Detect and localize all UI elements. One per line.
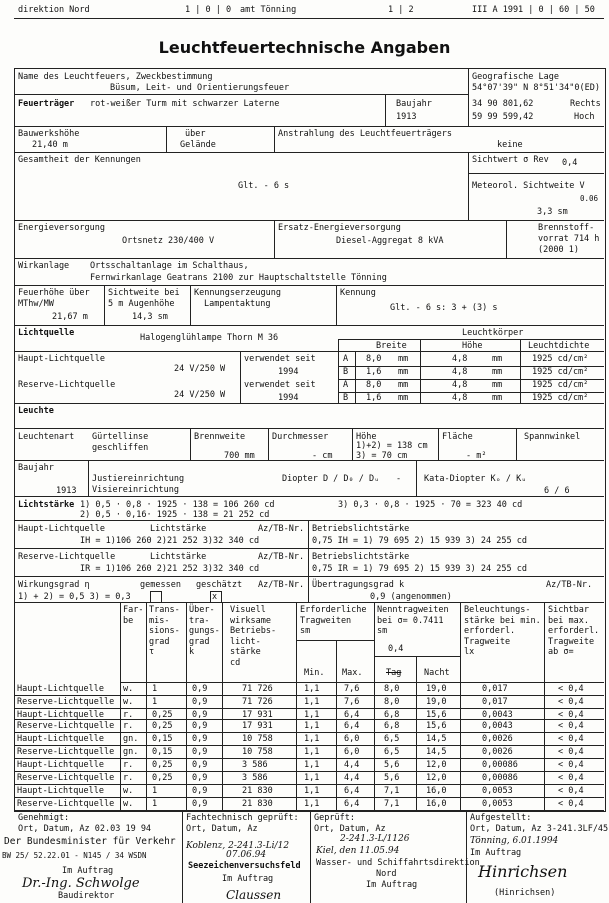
brennweite-label: Brennweite [194, 432, 246, 442]
fach-line: Ort, Datum, Az [186, 824, 258, 834]
diopter-label: Diopter D / D₀ / Dᵤ [282, 474, 380, 484]
lq-hoehe: 4,8 [452, 354, 468, 364]
table-cell-ab: < 0,4 [558, 760, 584, 770]
table-cell-min: 1,1 [304, 799, 320, 809]
lq-breite: 1,6 [366, 367, 382, 377]
table-cell-min: 1,1 [304, 786, 320, 796]
wirkungsgrad-value: 1) + 2) = 0,5 3) = 0,3 [18, 592, 131, 602]
kata-value: 6 / 6 [544, 486, 570, 496]
table-cell-min: 1,1 [304, 697, 320, 707]
table-cell-ab: < 0,4 [558, 799, 584, 809]
bauwerk-label: Bauwerkshöhe [18, 129, 80, 139]
col-header-nenn-val: 0,4 [388, 644, 404, 654]
geo-hoch-value: 59 99 599,42 [472, 112, 534, 122]
header-left: direktion Nord [18, 5, 90, 15]
ueber-label: über [185, 129, 206, 139]
gepr-line: Ort, Datum, Az [314, 824, 386, 834]
table-cell-t: 1 [152, 684, 158, 694]
table-cell-t: 1 [152, 799, 158, 809]
col-header-tag: Tag [386, 668, 402, 678]
table-cell-lx: 0,0026 [482, 734, 513, 744]
geschaetzt-mark: x [212, 592, 218, 602]
table-cell-k: 0,9 [192, 786, 208, 796]
lichtstaerke-label: Lichtstärke [18, 500, 75, 510]
aufg-place: Tönning, 6.01.1994 [470, 836, 559, 846]
feuerhoehe-label2: MThw/MW [18, 299, 54, 309]
col-header-bel: Beleuchtungs- stärke bei min. erforderl. Tragweite lx [464, 605, 541, 657]
anstrahlung-value: keine [497, 140, 523, 150]
leuchtenart-value2: geschliffen [92, 443, 149, 453]
table-cell-lx: 0,017 [482, 684, 508, 694]
lq-hoehe-unit: mm [492, 393, 503, 403]
table-cell-ab: < 0,4 [558, 773, 584, 783]
gepr-office2: Nord [376, 869, 397, 879]
lq-ab: B [343, 393, 349, 403]
table-cell-nacht: 16,0 [426, 786, 447, 796]
lq-ab: A [343, 354, 349, 364]
table-cell-t: 0,25 [152, 773, 173, 783]
geo-value: 54°07'39" N 8°51'34"0(ED) [472, 83, 600, 93]
leuchte-baujahr-label: Baujahr [18, 463, 54, 473]
brenn-value1: vorrat 714 h [538, 234, 600, 244]
kennung-label: Kennung [340, 288, 376, 298]
genehmigt-signature: Dr.-Ing. Schwolge [22, 876, 140, 891]
hoehe-v1: 1)+2) = 138 cm [356, 441, 428, 451]
betrieb-label-1: Betriebslichtstärke [312, 524, 410, 534]
table-cell-cd: 21 830 [242, 786, 273, 796]
col-hoehe: Höhe [462, 341, 483, 351]
table-cell-f: r. [123, 760, 134, 770]
genehmigt-line: Ort, Datum, Az 02.03 19 94 [18, 824, 152, 834]
table-cell-f: w. [123, 799, 134, 809]
table-cell-t: 1 [152, 786, 158, 796]
gepr-auftrag: Im Auftrag [366, 880, 418, 890]
lq-breite-unit: mm [398, 393, 409, 403]
col-header-nacht: Nacht [424, 668, 450, 678]
lq-hoehe: 4,8 [452, 380, 468, 390]
reserve-lichtquelle-label: Reserve-Lichtquelle [18, 380, 116, 390]
lq-breite: 8,0 [366, 380, 382, 390]
lq-ab: A [343, 380, 349, 390]
wirkanlage-line1: Ortsschaltanlage im Schalthaus, [90, 261, 249, 271]
table-row-label: Haupt-Lichtquelle [17, 786, 104, 796]
ls-reserve-az: Az/TB-Nr. [258, 552, 305, 562]
table-row-label: Haupt-Lichtquelle [17, 760, 104, 770]
feuerhoehe-value: 21,67 m [52, 312, 88, 322]
header-code1: 1 | 0 | 0 [185, 5, 232, 15]
table-cell-t: 0,25 [152, 721, 173, 731]
col-header-uebertr: Über- tra- gungs- grad k [189, 605, 220, 657]
traeger-value: rot-weißer Turm mit schwarzer Laterne [90, 99, 280, 109]
table-cell-t: 1 [152, 697, 158, 707]
lq-hoehe-unit: mm [492, 367, 503, 377]
table-row-label: Reserve-Lichtquelle [17, 773, 115, 783]
table-row-label: Haupt-Lichtquelle [17, 710, 104, 720]
lichtstaerke-f3: 3) 0,3 · 0,8 · 1925 · 70 = 323 40 cd [338, 500, 523, 510]
col-dichte: Leuchtdichte [528, 341, 590, 351]
leuchte-label: Leuchte [18, 406, 54, 416]
kennung-value: Glt. - 6 s: 3 + (3) s [390, 303, 498, 313]
sichtwert-value: 0,4 [562, 158, 578, 168]
table-cell-max: 7,6 [344, 697, 360, 707]
table-cell-tag: 7,1 [384, 786, 400, 796]
ls-haupt-ls: Lichtstärke [150, 524, 207, 534]
col-header-sicht: Sichtbar bei max. erforderl. Tragweite ab σ= [548, 605, 600, 657]
table-cell-min: 1,1 [304, 773, 320, 783]
name-value: Büsum, Leit- und Orientierungsfeuer [110, 83, 290, 93]
fach-label: Fachtechnisch geprüft: [186, 813, 299, 823]
lq-hoehe-unit: mm [492, 354, 503, 364]
table-cell-tag: 7,1 [384, 799, 400, 809]
table-row-label: Reserve-Lichtquelle [17, 721, 115, 731]
aufg-name: (Hinrichsen) [494, 888, 556, 898]
table-cell-ab: < 0,4 [558, 710, 584, 720]
lq-dichte: 1925 cd/cm² [532, 367, 589, 377]
table-cell-lx: 0,00086 [482, 760, 518, 770]
ls-haupt-value: IH = 1)106 260 2)21 252 3)32 340 cd [80, 536, 260, 546]
bauwerk-value: 21,40 m [32, 140, 68, 150]
table-row-label: Reserve-Lichtquelle [17, 697, 115, 707]
table-cell-max: 6,0 [344, 734, 360, 744]
lq-hoehe: 4,8 [452, 393, 468, 403]
lq-dichte: 1925 cd/cm² [532, 354, 589, 364]
col-header-trans: Trans- mis- sions- grad τ [149, 605, 180, 657]
table-cell-tag: 8,0 [384, 684, 400, 694]
table-row-label: Haupt-Lichtquelle [17, 734, 104, 744]
col-header-min: Min. [304, 668, 325, 678]
gepr-place: Kiel, den 11.05.94 [316, 846, 400, 856]
table-cell-k: 0,9 [192, 747, 208, 757]
leuchtkoerper-label: Leuchtkörper [462, 328, 524, 338]
fach-signature: Claussen [226, 888, 282, 902]
table-cell-lx: 0,0043 [482, 710, 513, 720]
col-breite: Breite [376, 341, 407, 351]
table-cell-max: 6,4 [344, 710, 360, 720]
meteo-small: 0.06 [580, 194, 599, 203]
table-cell-ab: < 0,4 [558, 734, 584, 744]
genehmigt-auftrag: Im Auftrag [62, 866, 114, 876]
table-cell-nacht: 16,0 [426, 799, 447, 809]
table-cell-nacht: 12,0 [426, 760, 447, 770]
ersatz-label: Ersatz-Energieversorgung [278, 223, 401, 233]
baudirektor-label: Baudirektor [58, 891, 115, 901]
table-cell-f: w. [123, 697, 134, 707]
geo-rechts-value: 34 90 801,62 [472, 99, 534, 109]
energie-value: Ortsnetz 230/400 V [122, 236, 215, 246]
geschaetzt-label: geschätzt [196, 580, 243, 590]
lq-breite-unit: mm [398, 380, 409, 390]
table-cell-cd: 10 758 [242, 734, 273, 744]
table-cell-tag: 6,8 [384, 710, 400, 720]
col-header-farbe: Far- be [123, 605, 144, 626]
header-code2: 1 | 2 [388, 5, 414, 15]
table-cell-t: 0,15 [152, 747, 173, 757]
durchmesser-label: Durchmesser [272, 432, 329, 442]
meteo-label: Meteorol. Sichtweite V [472, 181, 585, 191]
aufg-line: Ort, Datum, Az 3-241.3LF/45 [470, 824, 609, 834]
betrieb-reserve: 0,75 IR = 1) 79 695 2) 15 939 3) 24 255 cd [312, 564, 527, 574]
hoehe-v2: 3) = 70 cm [356, 451, 408, 461]
aufg-signature: Hinrichsen [478, 862, 568, 881]
erz-value: Lampentaktung [204, 299, 271, 309]
fach-date: 07.06.94 [226, 850, 267, 860]
sichtwert-label: Sichtwert σ Rev [472, 155, 549, 165]
table-cell-nacht: 12,0 [426, 773, 447, 783]
ls-haupt-az: Az/TB-Nr. [258, 524, 305, 534]
table-cell-nacht: 14,5 [426, 747, 447, 757]
energie-label: Energieversorgung [18, 223, 105, 233]
justier-value: Visiereinrichtung [92, 485, 179, 495]
leuchte-baujahr-value: 1913 [56, 486, 77, 496]
table-cell-max: 7,6 [344, 684, 360, 694]
lichtquelle-label: Lichtquelle [18, 328, 75, 338]
table-cell-k: 0,9 [192, 734, 208, 744]
lichtstaerke-f2: 2) 0,5 · 0,16· 1925 · 138 = 21 252 cd [80, 510, 270, 520]
table-cell-max: 6,4 [344, 721, 360, 731]
lichtquelle-value: Halogenglühlampe Thorn M 36 [140, 333, 279, 343]
brenn-label: Brennstoff- [538, 223, 595, 233]
table-cell-f: w. [123, 786, 134, 796]
erz-label: Kennungserzeugung [194, 288, 281, 298]
table-cell-t: 0,15 [152, 734, 173, 744]
table-cell-lx: 0,0026 [482, 747, 513, 757]
brenn-value2: (2000 1) [538, 245, 579, 255]
fach-place: Koblenz, 2-241.3-Li/12 [186, 841, 290, 851]
table-cell-max: 6,4 [344, 786, 360, 796]
table-cell-cd: 10 758 [242, 747, 273, 757]
table-cell-cd: 71 726 [242, 697, 273, 707]
lichtstaerke-f1: 1) 0,5 · 0,8 · 1925 · 138 = 106 260 cd [80, 500, 275, 510]
table-cell-min: 1,1 [304, 747, 320, 757]
table-cell-min: 1,1 [304, 721, 320, 731]
table-cell-f: gn. [123, 747, 139, 757]
anstrahlung-label: Anstrahlung des Leuchtfeuerträgers [278, 129, 452, 139]
durchmesser-value: - cm [312, 451, 333, 461]
wirkanlage-label: Wirkanlage [18, 261, 70, 271]
col-header-nenn: Nenntragweiten bei σ= 0.7411 sm [377, 605, 449, 636]
reserve-lichtquelle-value: 24 V/250 W [174, 390, 226, 400]
table-cell-k: 0,9 [192, 773, 208, 783]
ersatz-value: Diesel-Aggregat 8 kVA [336, 236, 444, 246]
col-header-visuell: Visuell wirksame Betriebs- licht- stärke cd [230, 605, 277, 668]
ls-haupt-label: Haupt-Lichtquelle [18, 524, 105, 534]
diopter-value: - [396, 474, 402, 484]
table-cell-lx: 0,0043 [482, 721, 513, 731]
fach-auftrag: Im Auftrag [222, 874, 274, 884]
kennungen-value: Glt. - 6 s [238, 181, 290, 191]
table-cell-max: 6,0 [344, 747, 360, 757]
table-cell-lx: 0,0053 [482, 799, 513, 809]
table-cell-lx: 0,00086 [482, 773, 518, 783]
fach-office: Seezeichenversuchsfeld [188, 861, 301, 871]
name-label: Name des Leuchtfeuers, Zweckbestimmung [18, 72, 213, 82]
table-cell-f: r. [123, 773, 134, 783]
wirkungsgrad-label: Wirkungsgrad η [18, 580, 90, 590]
col-header-erf: Erforderliche Tragweiten sm [300, 605, 367, 636]
table-row-label: Reserve-Lichtquelle [17, 799, 115, 809]
table-cell-tag: 8,0 [384, 697, 400, 707]
table-cell-ab: < 0,4 [558, 697, 584, 707]
ls-reserve-label: Reserve-Lichtquelle [18, 552, 116, 562]
geo-label: Geografische Lage [472, 72, 559, 82]
wirkungsgrad-az: Az/TB-Nr. [258, 580, 305, 590]
table-row-label: Haupt-Lichtquelle [17, 684, 104, 694]
table-cell-lx: 0,017 [482, 697, 508, 707]
uebertragungsgrad-value: 0,9 (angenommen) [370, 592, 452, 602]
flaeche-label: Fläche [442, 432, 473, 442]
haupt-lichtquelle-value: 24 V/250 W [174, 364, 226, 374]
table-cell-tag: 6,5 [384, 747, 400, 757]
lq-seit: 1994 [278, 367, 299, 377]
wirkanlage-line2: Fernwirkanlage Geatrans 2100 zur Hauptschaltstelle Tönning [90, 273, 387, 283]
lq-dichte: 1925 cd/cm² [532, 393, 589, 403]
lq-breite-unit: mm [398, 354, 409, 364]
table-cell-k: 0,9 [192, 697, 208, 707]
haupt-lichtquelle-label: Haupt-Lichtquelle [18, 354, 105, 364]
table-cell-nacht: 15,6 [426, 721, 447, 731]
leuchtenart-value1: Gürtellinse [92, 432, 149, 442]
header-office: amt Tönning [240, 5, 297, 15]
table-cell-cd: 3 586 [242, 760, 268, 770]
table-cell-nacht: 19,0 [426, 697, 447, 707]
sicht-value: 14,3 sm [132, 312, 168, 322]
table-cell-min: 1,1 [304, 734, 320, 744]
traeger-label: Feuerträger [18, 99, 75, 109]
table-cell-k: 0,9 [192, 760, 208, 770]
table-cell-f: gn. [123, 734, 139, 744]
table-cell-tag: 6,5 [384, 734, 400, 744]
table-cell-cd: 3 586 [242, 773, 268, 783]
table-row-label: Reserve-Lichtquelle [17, 747, 115, 757]
table-cell-max: 4,4 [344, 773, 360, 783]
table-cell-min: 1,1 [304, 760, 320, 770]
betrieb-label-2: Betriebslichtstärke [312, 552, 410, 562]
table-cell-cd: 17 931 [242, 721, 273, 731]
table-cell-ab: < 0,4 [558, 721, 584, 731]
gemessen-label: gemessen [140, 580, 181, 590]
table-cell-cd: 71 726 [242, 684, 273, 694]
table-cell-f: r. [123, 721, 134, 731]
table-cell-max: 4,4 [344, 760, 360, 770]
gepr-office1: Wasser- und Schiffahrtsdirektion [316, 858, 480, 868]
genehmigt-label: Genehmigt: [18, 813, 70, 823]
ls-reserve-ls: Lichtstärke [150, 552, 207, 562]
table-cell-cd: 17 931 [242, 710, 273, 720]
ls-reserve-value: IR = 1)106 260 2)21 252 3)32 340 cd [80, 564, 260, 574]
table-cell-nacht: 15,6 [426, 710, 447, 720]
kata-label: Kata-Diopter Kₒ / Kᵤ [424, 474, 527, 484]
geo-hoch-label: Hoch [574, 112, 595, 122]
kennungen-label: Gesamtheit der Kennungen [18, 155, 141, 165]
lq-seit: 1994 [278, 393, 299, 403]
lq-hoehe-unit: mm [492, 380, 503, 390]
baujahr-label: Baujahr [396, 99, 432, 109]
baujahr-value: 1913 [396, 112, 417, 122]
ueber-value: Gelände [180, 140, 216, 150]
justier-label: Justiereinrichtung [92, 474, 185, 484]
sicht-label2: 5 m Augenhöhe [108, 299, 175, 309]
col-header-max: Max. [342, 668, 363, 678]
table-cell-min: 1,1 [304, 684, 320, 694]
gepr-label: Geprüft: [314, 813, 355, 823]
table-cell-tag: 5,6 [384, 760, 400, 770]
table-cell-ab: < 0,4 [558, 786, 584, 796]
feuerhoehe-label1: Feuerhöhe über [18, 288, 90, 298]
table-cell-max: 6,4 [344, 799, 360, 809]
gepr-hand: 2-241.3-L/1126 [340, 834, 410, 844]
uebertragungsgrad-label: Übertragungsgrad k [312, 580, 405, 590]
uebertragungsgrad-az: Az/TB-Nr. [546, 580, 593, 590]
lq-hoehe: 4,8 [452, 367, 468, 377]
brennweite-value: 700 mm [224, 451, 255, 461]
sicht-label1: Sichtweite bei [108, 288, 180, 298]
lq-breite-unit: mm [398, 367, 409, 377]
table-cell-t: 0,25 [152, 710, 173, 720]
table-cell-nacht: 14,5 [426, 734, 447, 744]
verwendet-seit-1: verwendet seit [244, 354, 316, 364]
lq-breite: 8,0 [366, 354, 382, 364]
table-cell-nacht: 19,0 [426, 684, 447, 694]
table-cell-k: 0,9 [192, 799, 208, 809]
geo-rechts-label: Rechts [570, 99, 601, 109]
leuchtenart-label: Leuchtenart [18, 432, 75, 442]
verwendet-seit-2: verwendet seit [244, 380, 316, 390]
table-cell-k: 0,9 [192, 710, 208, 720]
aufg-label: Aufgestellt: [470, 813, 532, 823]
table-cell-t: 0,25 [152, 760, 173, 770]
table-cell-cd: 21 830 [242, 799, 273, 809]
lq-breite: 1,6 [366, 393, 382, 403]
lq-ab: B [343, 367, 349, 377]
table-cell-f: w. [123, 684, 134, 694]
table-cell-ab: < 0,4 [558, 747, 584, 757]
hoehe-label: Höhe [356, 432, 377, 442]
header-code3: III A 1991 | 0 | 60 | 50 [472, 5, 595, 15]
bm-name: Der Bundesminister für Verkehr [4, 836, 176, 847]
table-cell-tag: 5,6 [384, 773, 400, 783]
lq-dichte: 1925 cd/cm² [532, 380, 589, 390]
aufg-auftrag: Im Auftrag [470, 848, 522, 858]
bm-az: BW 25/ 52.22.01 - N145 / 34 WSDN [2, 851, 147, 860]
table-cell-ab: < 0,4 [558, 684, 584, 694]
table-cell-tag: 6,8 [384, 721, 400, 731]
table-cell-min: 1,1 [304, 710, 320, 720]
table-cell-f: r. [123, 710, 134, 720]
spannwinkel-label: Spannwinkel [524, 432, 581, 442]
flaeche-value: - m² [466, 451, 487, 461]
meteo-value: 3,3 sm [537, 207, 568, 217]
table-cell-k: 0,9 [192, 684, 208, 694]
page-title: Leuchtfeuertechnische Angaben [158, 38, 451, 57]
table-cell-k: 0,9 [192, 721, 208, 731]
betrieb-haupt: 0,75 IH = 1) 79 695 2) 15 939 3) 24 255 cd [312, 536, 527, 546]
table-cell-lx: 0,0053 [482, 786, 513, 796]
